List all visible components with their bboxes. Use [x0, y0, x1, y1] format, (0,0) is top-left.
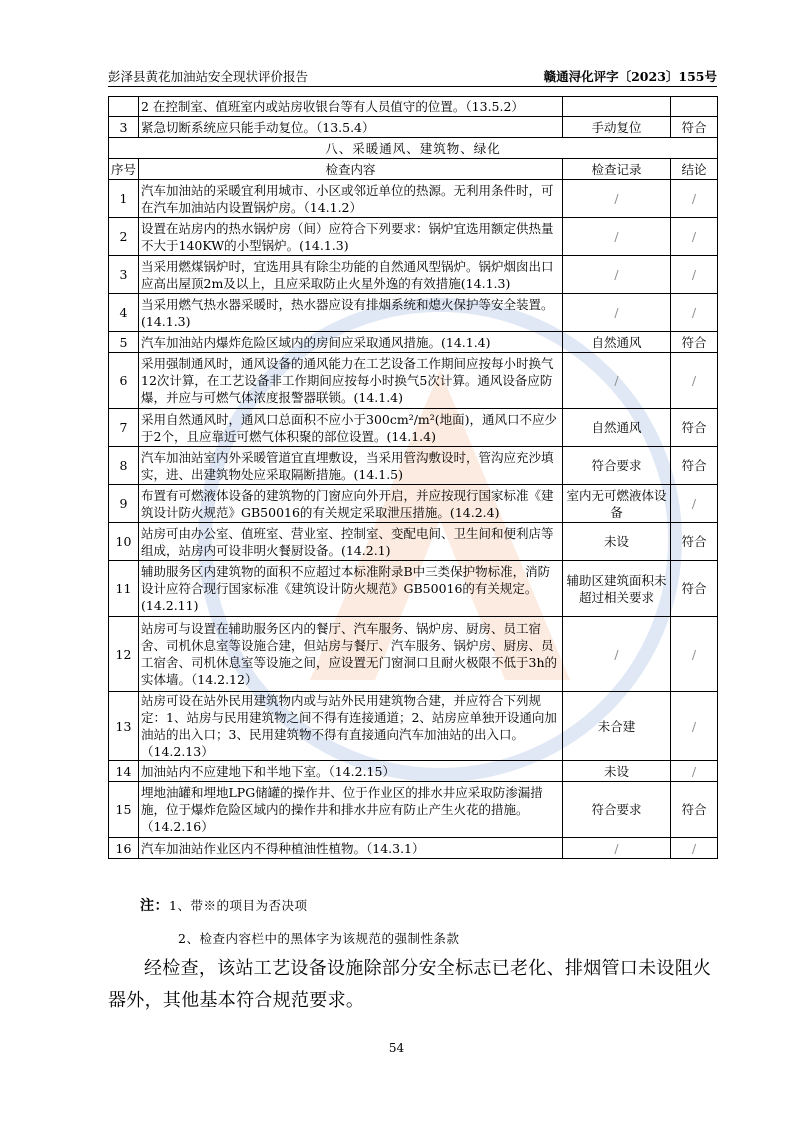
row-content: 当采用燃气热水器采暖时，热水器应设有排烟系统和熄火保护等安全装置。(14.1.3) [139, 294, 563, 332]
row-record: 辅助区建筑面积未超过相关要求 [563, 561, 671, 617]
row-content: 站房可由办公室、值班室、营业室、控制室、变配电间、卫生间和便利店等组成，站房内可设非明火餐厨设备。(14.2.1) [139, 523, 563, 561]
table-row [109, 294, 718, 332]
document-number: 赣通浔化评字〔2023〕155号 [543, 69, 717, 84]
table-row [109, 180, 718, 218]
row-number: 1 [109, 180, 139, 218]
row-content: 辅助服务区内建筑物的面积不应超过本标准附录B中三类保护物标准，消防设计应符合现行国家标准《建筑设计防火规范》GB50016的有关规定。(14.2.11) [139, 561, 563, 617]
row-content: 站房可与设置在辅助服务区内的餐厅、汽车服务、锅炉房、厨房、员工宿舍、司机休息室等设施合建，但站房与餐厅、汽车服务、锅炉房、厨房、员工宿舍、司机休息室等设施之间，应设置无门窗洞口且耐火极限不低于3h的实体墙。（14.2.12） [139, 617, 563, 692]
table-row [109, 617, 718, 692]
row-record: / [563, 353, 671, 409]
row-content: 加油站内不应建地下和半地下室。（14.2.15） [139, 761, 563, 782]
row-record: 室内无可燃液体设备 [563, 485, 671, 523]
table-header-row [109, 159, 718, 180]
row-record: 符合要求 [563, 782, 671, 838]
row-number: 2 [109, 218, 139, 256]
row-record: / [563, 294, 671, 332]
row-number: 6 [109, 353, 139, 409]
row-result: 符合 [671, 117, 718, 138]
row-number: 8 [109, 447, 139, 485]
table-row [109, 523, 718, 561]
row-record: 未合建 [563, 692, 671, 761]
row-result: 符合 [671, 523, 718, 561]
row-content: 站房可设在站外民用建筑物内或与站外民用建筑物合建，并应符合下列规定：1、站房与民用建筑物之间不得有连接通道；2、站房应单独开设通向加油站的出入口；3、民用建筑物不得有直接通向汽车加油站的出入口。（14.2.13） [139, 692, 563, 761]
table-row [109, 485, 718, 523]
row-result: 符合 [671, 782, 718, 838]
table-row [109, 761, 718, 782]
row-record: 未设 [563, 523, 671, 561]
row-number: 3 [109, 256, 139, 294]
row-record: / [563, 256, 671, 294]
table-row [109, 353, 718, 409]
row-result: 符合 [671, 332, 718, 353]
row-number [109, 97, 139, 117]
row-number: 9 [109, 485, 139, 523]
row-number: 10 [109, 523, 139, 561]
table-row [109, 256, 718, 294]
table-row [109, 117, 718, 138]
page-number: 54 [388, 1041, 405, 1055]
row-record: / [563, 218, 671, 256]
row-content: 当采用燃煤锅炉时，宜选用具有除尘功能的自然通风型锅炉。锅炉烟囱出口应高出屋顶2m及以上，且应采取防止火星外逸的有效措施(14.1.3) [139, 256, 563, 294]
table-row [109, 561, 718, 617]
section-title: 八、采暖通风、建筑物、绿化 [109, 138, 718, 159]
row-record: / [563, 617, 671, 692]
row-record: / [563, 838, 671, 859]
table-row [109, 97, 718, 117]
note-line-1 [140, 895, 307, 915]
row-content: 采用自然通风时，通风口总面积不应小于300cm²/m²(地面)，通风口不应少于2个，且应靠近可燃气体积聚的部位设置。(14.1.4) [139, 409, 563, 447]
note-text-1: 1、带※的项目为否决项 [169, 898, 308, 913]
section-row [109, 138, 718, 159]
column-header: 检查记录 [563, 159, 671, 180]
note-line-2: 2、检查内容栏中的黑体字为该规范的强制性条款 [178, 931, 460, 946]
row-record: 未设 [563, 761, 671, 782]
table-row [109, 218, 718, 256]
row-result: / [671, 256, 718, 294]
row-number: 13 [109, 692, 139, 761]
row-record [563, 97, 671, 117]
row-result [671, 97, 718, 117]
row-result: / [671, 761, 718, 782]
note-lead: 注： [140, 898, 169, 914]
row-content: 采用强制通风时，通风设备的通风能力在工艺设备工作期间应按每小时换气12次计算，在工艺设备非工作期间应按每小时换气5次计算。通风设备应防爆，并应与可燃气体浓度报警器联锁。(14.1.4) [139, 353, 563, 409]
row-content: 设置在站房内的热水锅炉房（间）应符合下列要求：锅炉宜选用额定供热量不大于140KW的小型锅炉。(14.1.3) [139, 218, 563, 256]
column-header: 检查内容 [139, 159, 563, 180]
table-row [109, 409, 718, 447]
row-result: / [671, 692, 718, 761]
summary-paragraph: 经检查，该站工艺设备设施除部分安全标志已老化、排烟管口未设阻火器外，其他基本符合规范要求。 [108, 958, 712, 1011]
row-result: / [671, 617, 718, 692]
row-number: 3 [109, 117, 139, 138]
row-content: 汽车加油站作业区内不得种植油性植物。（14.3.1） [139, 838, 563, 859]
row-record: / [563, 180, 671, 218]
row-result: 符合 [671, 409, 718, 447]
row-content: 汽车加油站内爆炸危险区域内的房间应采取通风措施。(14.1.4) [139, 332, 563, 353]
table-row [109, 447, 718, 485]
row-result: / [671, 838, 718, 859]
row-content: 汽车加油站室内外采暖管道宜直埋敷设，当采用管沟敷设时，管沟应充沙填实，进、出建筑物处应采取隔断措施。(14.1.5) [139, 447, 563, 485]
row-content: 汽车加油站的采暖宜利用城市、小区或邻近单位的热源。无利用条件时，可在汽车加油站内设置锅炉房。（14.1.2） [139, 180, 563, 218]
row-content: 紧急切断系统应只能手动复位。（13.5.4） [139, 117, 563, 138]
row-result: / [671, 294, 718, 332]
row-record: 自然通风 [563, 409, 671, 447]
page-header [108, 64, 717, 87]
row-number: 14 [109, 761, 139, 782]
row-record: 符合要求 [563, 447, 671, 485]
row-result: / [671, 485, 718, 523]
row-content: 2 在控制室、值班室内或站房收银台等有人员值守的位置。（13.5.2） [139, 97, 563, 117]
row-result: / [671, 353, 718, 409]
table-row [109, 838, 718, 859]
row-result: 符合 [671, 561, 718, 617]
row-number: 16 [109, 838, 139, 859]
row-result: / [671, 218, 718, 256]
column-header: 序号 [109, 159, 139, 180]
row-number: 4 [109, 294, 139, 332]
report-title: 彭泽县黄花加油站安全现状评价报告 [108, 69, 309, 84]
row-number: 15 [109, 782, 139, 838]
inspection-table [108, 96, 718, 859]
table-row [109, 782, 718, 838]
row-record: 手动复位 [563, 117, 671, 138]
row-result: / [671, 180, 718, 218]
row-number: 12 [109, 617, 139, 692]
row-number: 11 [109, 561, 139, 617]
row-number: 7 [109, 409, 139, 447]
column-header: 结论 [671, 159, 718, 180]
row-number: 5 [109, 332, 139, 353]
table-row [109, 332, 718, 353]
row-record: 自然通风 [563, 332, 671, 353]
row-content: 埋地油罐和埋地LPG储罐的操作井、位于作业区的排水井应采取防渗漏措施，位于爆炸危险区域内的操作井和排水井应有防止产生火花的措施。（14.2.16） [139, 782, 563, 838]
table-row [109, 692, 718, 761]
row-content: 布置有可燃液体设备的建筑物的门窗应向外开启，并应按现行国家标准《建筑设计防火规范》GB50016的有关规定采取泄压措施。(14.2.4) [139, 485, 563, 523]
row-result: 符合 [671, 447, 718, 485]
